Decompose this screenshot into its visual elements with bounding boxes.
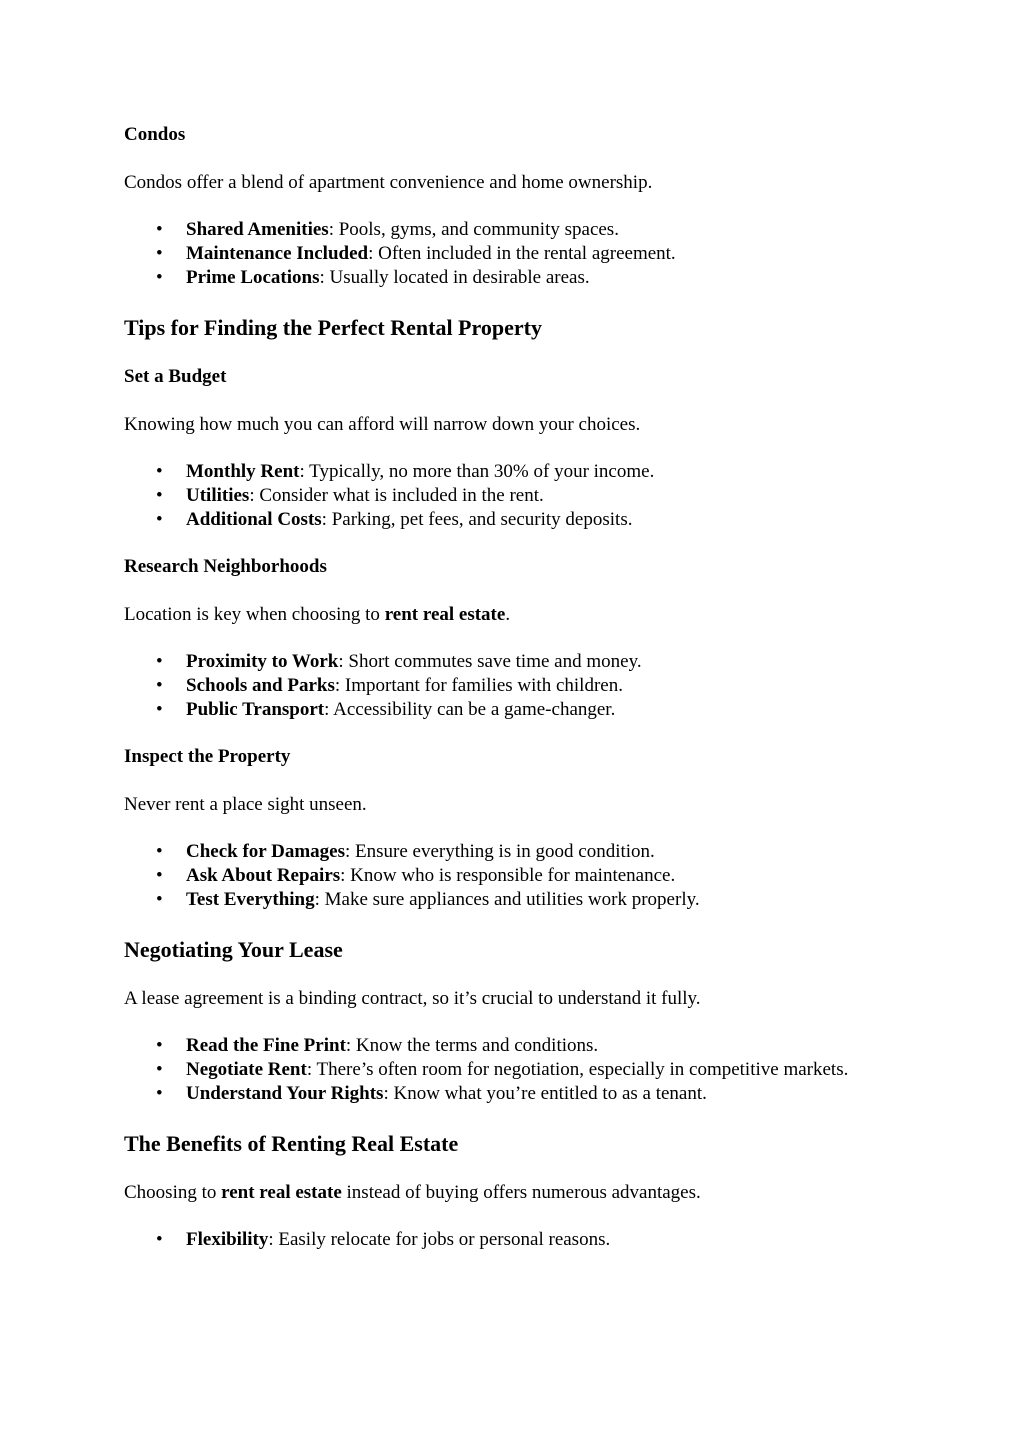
list-item-term: Monthly Rent <box>186 461 300 482</box>
condos-intro: Condos offer a blend of apartment convenience and home ownership. <box>124 172 653 193</box>
list-item <box>124 840 884 864</box>
bullet-icon: • <box>156 1035 163 1056</box>
list-item-desc: : Important for families with children. <box>334 675 623 696</box>
list-item <box>124 484 884 508</box>
list-item <box>124 460 884 484</box>
list-item-term: Proximity to Work <box>186 651 339 672</box>
budget-list <box>124 460 884 532</box>
bullet-icon: • <box>156 485 163 506</box>
list-item-desc: : Consider what is included in the rent. <box>249 485 544 506</box>
list-item <box>124 508 884 532</box>
bullet-icon: • <box>156 267 163 288</box>
list-item-term: Ask About Repairs <box>186 865 341 886</box>
list-item-desc: : Easily relocate for jobs or personal reasons. <box>268 1229 611 1250</box>
list-item-desc: : Typically, no more than 30% of your income. <box>299 461 655 482</box>
list-item-desc: : Know what you’re entitled to as a tenant. <box>383 1083 707 1104</box>
benefits-heading: The Benefits of Renting Real Estate <box>124 1131 459 1156</box>
bullet-icon: • <box>156 243 163 264</box>
lease-heading: Negotiating Your Lease <box>124 937 343 962</box>
neighborhoods-intro <box>124 602 884 628</box>
bullet-icon: • <box>156 841 163 862</box>
list-item-desc: : Make sure appliances and utilities work properly. <box>314 889 700 910</box>
neighborhoods-intro-pre: Location is key when choosing to <box>124 604 385 625</box>
list-item <box>124 1082 884 1106</box>
list-item-term: Flexibility <box>186 1229 269 1250</box>
list-item <box>124 266 884 290</box>
list-item-desc: : Pools, gyms, and community spaces. <box>328 219 619 240</box>
list-item <box>124 864 884 888</box>
budget-intro: Knowing how much you can afford will narrow down your choices. <box>124 414 641 435</box>
condos-list <box>124 218 884 290</box>
list-item-term: Maintenance Included <box>186 243 369 264</box>
inspect-intro: Never rent a place sight unseen. <box>124 794 367 815</box>
list-item-desc: : Ensure everything is in good condition. <box>345 841 655 862</box>
benefits-intro-bold: rent real estate <box>221 1182 342 1203</box>
list-item-term: Negotiate Rent <box>186 1059 307 1080</box>
budget-title: Set a Budget <box>124 366 227 387</box>
neighborhoods-intro-post: . <box>505 604 511 625</box>
benefits-intro-post: instead of buying offers numerous advantages. <box>341 1182 701 1203</box>
list-item <box>124 1058 884 1082</box>
lease-intro: A lease agreement is a binding contract, so it’s crucial to understand it fully. <box>124 988 701 1009</box>
lease-list <box>124 1034 884 1106</box>
list-item <box>124 1034 884 1058</box>
bullet-icon: • <box>156 1083 163 1104</box>
inspect-list <box>124 840 884 912</box>
list-item-desc: : Short commutes save time and money. <box>338 651 642 672</box>
list-item-desc: : Know who is responsible for maintenance. <box>340 865 676 886</box>
list-item-desc: : Parking, pet fees, and security deposits. <box>321 509 633 530</box>
list-item-term: Additional Costs <box>186 509 322 530</box>
bullet-icon: • <box>156 651 163 672</box>
list-item-desc: : Know the terms and conditions. <box>345 1035 599 1056</box>
bullet-icon: • <box>156 889 163 910</box>
bullet-icon: • <box>156 219 163 240</box>
list-item-desc: : Accessibility can be a game-changer. <box>324 699 616 720</box>
bullet-icon: • <box>156 699 163 720</box>
list-item-desc: : There’s often room for negotiation, especially in competitive markets. <box>306 1059 849 1080</box>
benefits-intro <box>124 1180 884 1206</box>
list-item-term: Utilities <box>186 485 250 506</box>
bullet-icon: • <box>156 509 163 530</box>
list-item-term: Read the Fine Print <box>186 1035 346 1056</box>
list-item <box>124 218 884 242</box>
neighborhoods-title: Research Neighborhoods <box>124 556 327 577</box>
inspect-title: Inspect the Property <box>124 746 291 767</box>
list-item-term: Schools and Parks <box>186 675 335 696</box>
list-item <box>124 242 884 266</box>
benefits-intro-pre: Choosing to <box>124 1182 222 1203</box>
list-item <box>124 888 884 912</box>
list-item <box>124 1228 884 1252</box>
benefits-list <box>124 1228 884 1252</box>
bullet-icon: • <box>156 675 163 696</box>
list-item-term: Understand Your Rights <box>186 1083 384 1104</box>
neighborhoods-list <box>124 650 884 722</box>
list-item-desc: : Usually located in desirable areas. <box>319 267 590 288</box>
bullet-icon: • <box>156 461 163 482</box>
list-item-term: Test Everything <box>186 889 315 910</box>
bullet-icon: • <box>156 865 163 886</box>
bullet-icon: • <box>156 1059 163 1080</box>
list-item <box>124 650 884 674</box>
document-page <box>124 122 884 1252</box>
list-item-term: Check for Damages <box>186 841 346 862</box>
condos-title: Condos <box>124 124 186 145</box>
neighborhoods-intro-bold: rent real estate <box>384 604 506 625</box>
bullet-icon: • <box>156 1229 163 1250</box>
list-item <box>124 698 884 722</box>
list-item-term: Shared Amenities <box>186 219 329 240</box>
list-item-term: Prime Locations <box>186 267 320 288</box>
list-item-desc: : Often included in the rental agreement. <box>368 243 676 264</box>
tips-heading: Tips for Finding the Perfect Rental Property <box>124 315 542 340</box>
list-item <box>124 674 884 698</box>
list-item-term: Public Transport <box>186 699 325 720</box>
